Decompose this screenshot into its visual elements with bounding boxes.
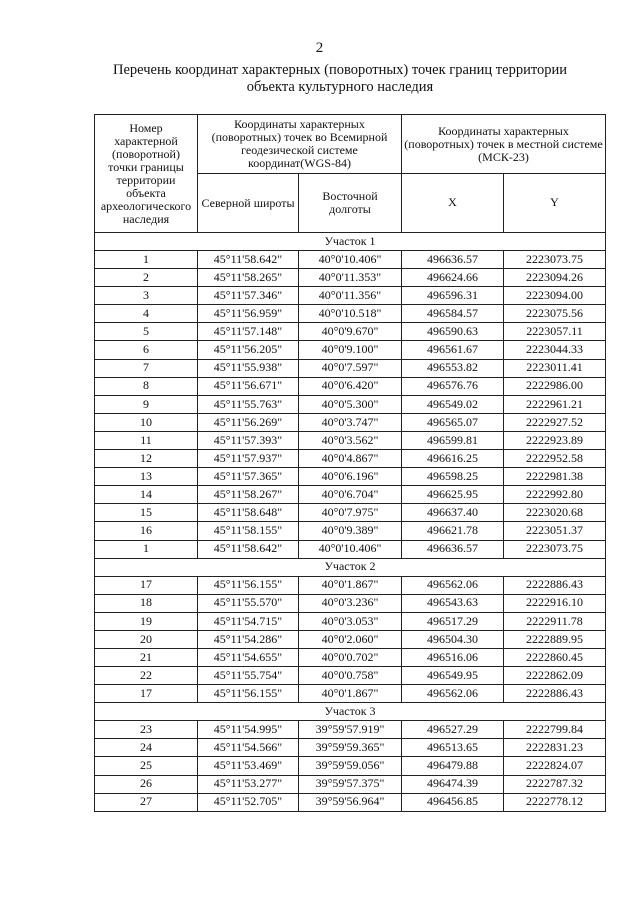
cell-point-number: 11 — [95, 431, 198, 449]
cell-x: 496549.02 — [402, 395, 504, 413]
cell-longitude: 40°0'11.356" — [299, 287, 402, 305]
header-x: X — [402, 174, 504, 233]
cell-point-number: 26 — [95, 775, 198, 793]
cell-x: 496616.25 — [402, 450, 504, 468]
cell-latitude: 45°11'54.995" — [198, 721, 299, 739]
cell-latitude: 45°11'55.754" — [198, 667, 299, 685]
table-row — [95, 739, 606, 757]
cell-y: 2223094.26 — [504, 269, 606, 287]
header-latitude: Северной широты — [198, 174, 299, 233]
table-row — [95, 793, 606, 811]
cell-latitude: 45°11'56.671" — [198, 377, 299, 395]
table-row — [95, 413, 606, 431]
cell-point-number: 1 — [95, 540, 198, 558]
table-row — [95, 775, 606, 793]
table-row — [95, 667, 606, 685]
cell-y: 2222986.00 — [504, 377, 606, 395]
table-row — [95, 540, 606, 558]
table-row — [95, 287, 606, 305]
cell-point-number: 5 — [95, 323, 198, 341]
cell-point-number: 17 — [95, 685, 198, 703]
cell-longitude: 40°0'3.053" — [299, 612, 402, 630]
cell-x: 496636.57 — [402, 540, 504, 558]
cell-x: 496517.29 — [402, 612, 504, 630]
cell-y: 2223094.00 — [504, 287, 606, 305]
cell-point-number: 19 — [95, 612, 198, 630]
table-row — [95, 431, 606, 449]
document-title: Перечень координат характерных (поворотных) точек границ территории объекта культурного наследия — [112, 62, 568, 95]
section-header-row — [95, 233, 606, 251]
cell-latitude: 45°11'58.642" — [198, 540, 299, 558]
cell-x: 496474.39 — [402, 775, 504, 793]
header-msk23-group: Координаты характерных (поворотных) точек в местной системе (МСК-23) — [402, 115, 606, 174]
cell-y: 2223011.41 — [504, 359, 606, 377]
cell-latitude: 45°11'56.269" — [198, 413, 299, 431]
cell-longitude: 40°0'9.389" — [299, 522, 402, 540]
cell-longitude: 40°0'6.704" — [299, 486, 402, 504]
cell-point-number: 17 — [95, 576, 198, 594]
cell-point-number: 16 — [95, 522, 198, 540]
cell-y: 2223073.75 — [504, 540, 606, 558]
cell-x: 496621.78 — [402, 522, 504, 540]
cell-point-number: 3 — [95, 287, 198, 305]
cell-y: 2223044.33 — [504, 341, 606, 359]
header-longitude: Восточной долготы — [299, 174, 402, 233]
section-header-row — [95, 558, 606, 576]
cell-y: 2223057.11 — [504, 323, 606, 341]
cell-x: 496598.25 — [402, 468, 504, 486]
cell-point-number: 15 — [95, 504, 198, 522]
section-header-row — [95, 703, 606, 721]
cell-y: 2222886.43 — [504, 576, 606, 594]
cell-latitude: 45°11'54.715" — [198, 612, 299, 630]
cell-point-number: 13 — [95, 468, 198, 486]
cell-x: 496576.76 — [402, 377, 504, 395]
table-row — [95, 305, 606, 323]
cell-y: 2222862.09 — [504, 667, 606, 685]
cell-longitude: 40°0'10.406" — [299, 540, 402, 558]
table-body — [95, 233, 606, 812]
cell-latitude: 45°11'53.277" — [198, 775, 299, 793]
coordinates-table — [94, 114, 606, 812]
cell-y: 2222992.80 — [504, 486, 606, 504]
cell-y: 2223020.68 — [504, 504, 606, 522]
cell-longitude: 40°0'0.702" — [299, 648, 402, 666]
cell-x: 496590.63 — [402, 323, 504, 341]
table-row — [95, 450, 606, 468]
cell-latitude: 45°11'57.937" — [198, 450, 299, 468]
cell-latitude: 45°11'52.705" — [198, 793, 299, 811]
cell-y: 2222952.58 — [504, 450, 606, 468]
header-row-groups — [95, 115, 606, 174]
table-row — [95, 359, 606, 377]
cell-longitude: 40°0'9.100" — [299, 341, 402, 359]
header-wgs84-group: Координаты характерных (поворотных) точек во Всемирной геодезической системе координат(WGS-84) — [198, 115, 402, 174]
table-row — [95, 594, 606, 612]
cell-point-number: 21 — [95, 648, 198, 666]
cell-y: 2222824.07 — [504, 757, 606, 775]
cell-point-number: 8 — [95, 377, 198, 395]
cell-y: 2222923.89 — [504, 431, 606, 449]
table-row — [95, 341, 606, 359]
cell-longitude: 40°0'10.406" — [299, 251, 402, 269]
cell-longitude: 40°0'2.060" — [299, 630, 402, 648]
cell-point-number: 18 — [95, 594, 198, 612]
cell-latitude: 45°11'56.205" — [198, 341, 299, 359]
cell-x: 496565.07 — [402, 413, 504, 431]
cell-latitude: 45°11'56.959" — [198, 305, 299, 323]
cell-longitude: 40°0'6.420" — [299, 377, 402, 395]
cell-latitude: 45°11'57.346" — [198, 287, 299, 305]
table-header — [95, 115, 606, 233]
cell-longitude: 40°0'0.758" — [299, 667, 402, 685]
table-row — [95, 576, 606, 594]
cell-y: 2223051.37 — [504, 522, 606, 540]
cell-x: 496596.31 — [402, 287, 504, 305]
cell-y: 2222778.12 — [504, 793, 606, 811]
cell-latitude: 45°11'58.265" — [198, 269, 299, 287]
table-row — [95, 395, 606, 413]
table-row — [95, 377, 606, 395]
cell-x: 496562.06 — [402, 685, 504, 703]
cell-latitude: 45°11'56.155" — [198, 576, 299, 594]
table-row — [95, 486, 606, 504]
cell-point-number: 6 — [95, 341, 198, 359]
header-point-number: Номер характерной (поворотной) точки границы территории объекта археологического наследия — [95, 115, 198, 233]
cell-longitude: 40°0'11.353" — [299, 269, 402, 287]
cell-x: 496599.81 — [402, 431, 504, 449]
cell-point-number: 2 — [95, 269, 198, 287]
table-row — [95, 468, 606, 486]
cell-y: 2222860.45 — [504, 648, 606, 666]
cell-point-number: 9 — [95, 395, 198, 413]
table-row — [95, 630, 606, 648]
cell-y: 2222889.95 — [504, 630, 606, 648]
table-row — [95, 721, 606, 739]
cell-x: 496549.95 — [402, 667, 504, 685]
cell-point-number: 12 — [95, 450, 198, 468]
cell-y: 2223075.56 — [504, 305, 606, 323]
cell-y: 2222886.43 — [504, 685, 606, 703]
section-name: Участок 2 — [95, 558, 606, 576]
table-row — [95, 757, 606, 775]
cell-x: 496637.40 — [402, 504, 504, 522]
cell-longitude: 40°0'1.867" — [299, 576, 402, 594]
table-row — [95, 612, 606, 630]
cell-longitude: 40°0'3.236" — [299, 594, 402, 612]
cell-longitude: 40°0'10.518" — [299, 305, 402, 323]
cell-y: 2222911.78 — [504, 612, 606, 630]
cell-point-number: 7 — [95, 359, 198, 377]
page-number: 2 — [315, 40, 324, 56]
cell-latitude: 45°11'58.267" — [198, 486, 299, 504]
cell-x: 496516.06 — [402, 648, 504, 666]
cell-point-number: 23 — [95, 721, 198, 739]
cell-latitude: 45°11'54.286" — [198, 630, 299, 648]
cell-latitude: 45°11'54.655" — [198, 648, 299, 666]
cell-x: 496553.82 — [402, 359, 504, 377]
cell-longitude: 40°0'7.975" — [299, 504, 402, 522]
cell-y: 2222981.38 — [504, 468, 606, 486]
cell-x: 496479.88 — [402, 757, 504, 775]
cell-point-number: 27 — [95, 793, 198, 811]
cell-latitude: 45°11'58.642" — [198, 251, 299, 269]
cell-x: 496561.67 — [402, 341, 504, 359]
cell-y: 2222799.84 — [504, 721, 606, 739]
cell-longitude: 40°0'7.597" — [299, 359, 402, 377]
cell-x: 496625.95 — [402, 486, 504, 504]
cell-longitude: 40°0'1.867" — [299, 685, 402, 703]
cell-latitude: 45°11'55.763" — [198, 395, 299, 413]
cell-latitude: 45°11'58.155" — [198, 522, 299, 540]
cell-latitude: 45°11'58.648" — [198, 504, 299, 522]
cell-latitude: 45°11'53.469" — [198, 757, 299, 775]
cell-point-number: 1 — [95, 251, 198, 269]
cell-x: 496543.63 — [402, 594, 504, 612]
table-row — [95, 323, 606, 341]
cell-longitude: 40°0'4.867" — [299, 450, 402, 468]
cell-latitude: 45°11'57.148" — [198, 323, 299, 341]
cell-point-number: 4 — [95, 305, 198, 323]
section-name: Участок 1 — [95, 233, 606, 251]
cell-x: 496636.57 — [402, 251, 504, 269]
cell-x: 496527.29 — [402, 721, 504, 739]
cell-x: 496624.66 — [402, 269, 504, 287]
cell-x: 496584.57 — [402, 305, 504, 323]
cell-point-number: 22 — [95, 667, 198, 685]
table-row — [95, 685, 606, 703]
table-row — [95, 269, 606, 287]
cell-y: 2222916.10 — [504, 594, 606, 612]
cell-longitude: 40°0'6.196" — [299, 468, 402, 486]
cell-latitude: 45°11'57.393" — [198, 431, 299, 449]
cell-latitude: 45°11'55.938" — [198, 359, 299, 377]
cell-y: 2223073.75 — [504, 251, 606, 269]
cell-x: 496456.85 — [402, 793, 504, 811]
cell-y: 2222927.52 — [504, 413, 606, 431]
cell-longitude: 39°59'59.365" — [299, 739, 402, 757]
cell-longitude: 39°59'57.375" — [299, 775, 402, 793]
header-y: Y — [504, 174, 606, 233]
cell-latitude: 45°11'55.570" — [198, 594, 299, 612]
cell-longitude: 39°59'56.964" — [299, 793, 402, 811]
cell-y: 2222961.21 — [504, 395, 606, 413]
cell-longitude: 39°59'59.056" — [299, 757, 402, 775]
table-row — [95, 522, 606, 540]
cell-x: 496562.06 — [402, 576, 504, 594]
cell-longitude: 40°0'3.562" — [299, 431, 402, 449]
cell-x: 496504.30 — [402, 630, 504, 648]
table-row — [95, 251, 606, 269]
cell-longitude: 40°0'9.670" — [299, 323, 402, 341]
cell-y: 2222787.32 — [504, 775, 606, 793]
cell-x: 496513.65 — [402, 739, 504, 757]
cell-point-number: 25 — [95, 757, 198, 775]
cell-point-number: 24 — [95, 739, 198, 757]
cell-longitude: 40°0'3.747" — [299, 413, 402, 431]
cell-longitude: 39°59'57.919" — [299, 721, 402, 739]
cell-latitude: 45°11'54.566" — [198, 739, 299, 757]
cell-point-number: 14 — [95, 486, 198, 504]
cell-latitude: 45°11'56.155" — [198, 685, 299, 703]
cell-y: 2222831.23 — [504, 739, 606, 757]
cell-point-number: 10 — [95, 413, 198, 431]
cell-latitude: 45°11'57.365" — [198, 468, 299, 486]
section-name: Участок 3 — [95, 703, 606, 721]
cell-longitude: 40°0'5.300" — [299, 395, 402, 413]
table-row — [95, 648, 606, 666]
table-row — [95, 504, 606, 522]
cell-point-number: 20 — [95, 630, 198, 648]
